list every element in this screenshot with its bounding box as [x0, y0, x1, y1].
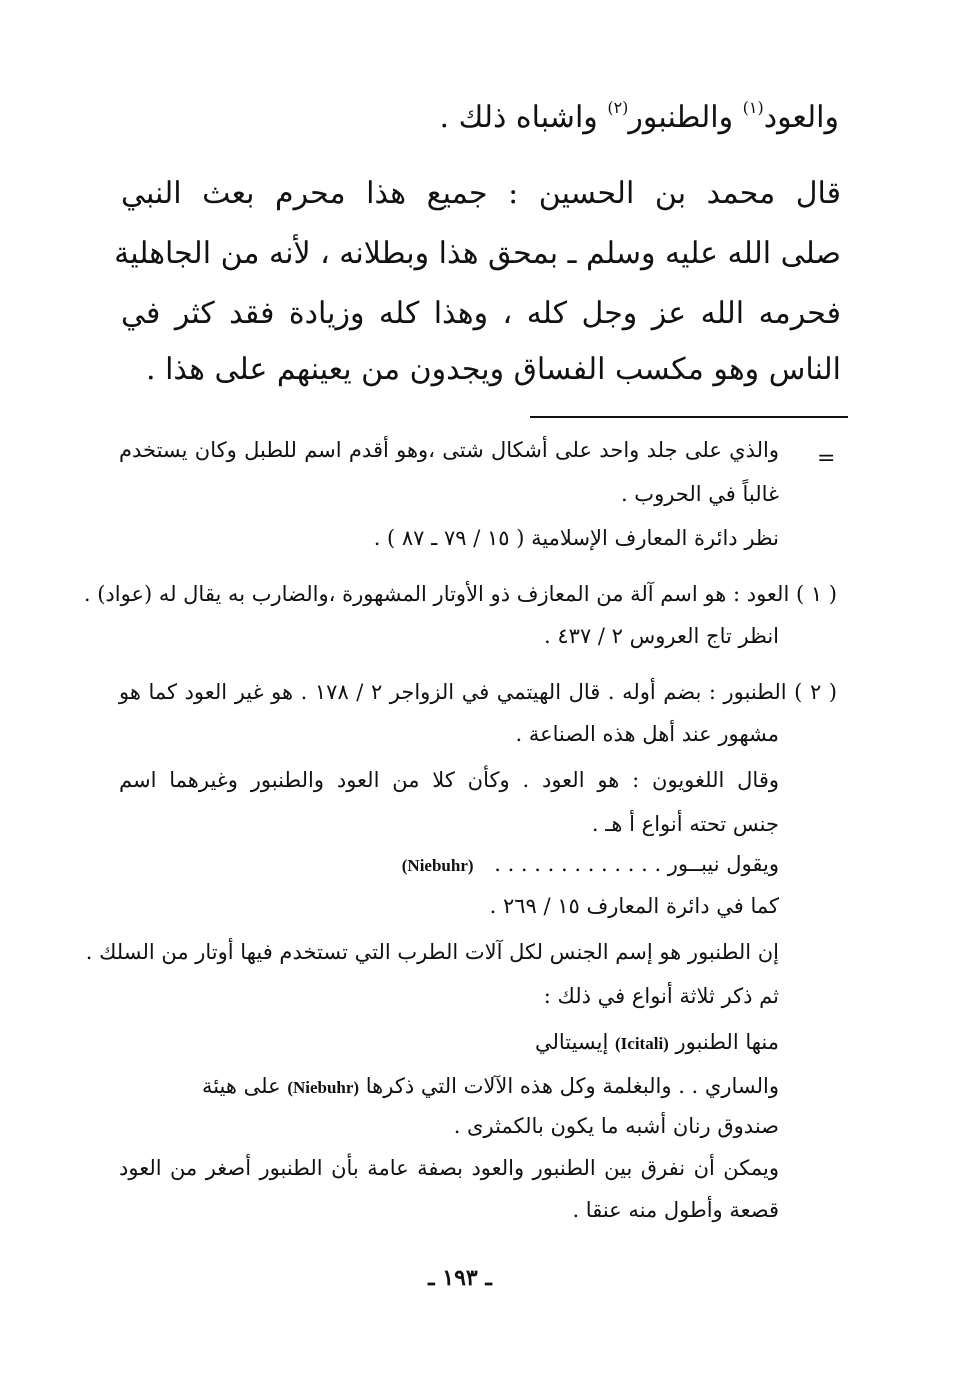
niebuhr-latin: (Niebuhr): [401, 856, 474, 875]
line10-arabic-2: على هيئة: [201, 1074, 281, 1098]
icitali-latin: (Icitali): [615, 1034, 669, 1053]
footnote-cont-line-1: والذي على جلد واحد على أشكال شتى ،وهو أقدم اسم للطبل وكان يستخدم: [119, 438, 779, 462]
main-line-4: فحرمه الله عز وجل كله ، وهذا كله وزيادة فقد كثر في: [121, 296, 841, 331]
main-line-1: [440, 100, 840, 135]
footnote-2-line-6: كما في دائرة المعارف ١٥ / ٢٦٩ .: [489, 894, 779, 918]
footnote-2-line-2: مشهور عند أهل هذه الصناعة .: [515, 722, 779, 746]
footnote-2-line-10: [202, 1074, 779, 1098]
footnote-ref-2: (٢): [607, 98, 629, 117]
footnote-2-line-3: وقال اللغويون : هو العود . وكأن كلا من العود والطنبور وغيرهما اسم: [119, 768, 779, 792]
page-number: ـ ١٩٣ ـ: [428, 1265, 492, 1291]
footnote-2-line-5: [402, 852, 779, 876]
line10-arabic-1: والساري . . والبغلمة وكل هذه الآلات التي ذكرها: [365, 1074, 779, 1098]
footnote-2-line-4: جنس تحته أنواع أ هـ .: [591, 812, 779, 836]
main-line-3: صلى الله عليه وسلم ـ بمحق هذا وبطلانه ، لأنه من الجاهلية: [114, 236, 841, 271]
icitali-arabic-2: إيسيتالي: [534, 1030, 609, 1054]
footnote-2-line-8: ثم ذكر ثلاثة أنواع في ذلك :: [543, 984, 779, 1008]
main-line-5: الناس وهو مكسب الفساق ويجدون من يعينهم على هذا .: [146, 352, 841, 387]
footnote-2-line-12: ويمكن أن نفرق بين الطنبور والعود بصفة عامة بأن الطنبور أصغر من العود: [119, 1156, 779, 1180]
footnote-2-line-7: إن الطنبور هو إسم الجنس لكل آلات الطرب التي تستخدم فيها أوتار من السلك .: [85, 940, 779, 964]
footnote-2-line-11: صندوق رنان أشبه ما يكون بالكمثرى .: [453, 1114, 779, 1138]
footnote-2-line-1: ( ٢ ) الطنبور : بضم أوله . قال الهيتمي في الزواجر ٢ / ١٧٨ . هو غير العود كما هو: [119, 680, 837, 704]
niebuhr-arabic: ويقول نيبــور . . . . . . . . . . . . .: [494, 852, 779, 876]
line-1-rest: واشباه ذلك .: [439, 100, 608, 135]
footnote-separator: [530, 416, 848, 418]
main-line-2: قال محمد بن الحسين : جميع هذا محرم بعث النبي: [121, 176, 841, 211]
continuation-marker: =: [817, 446, 836, 471]
footnote-ref-1: (١): [742, 98, 764, 117]
footnote-2-line-13: قصعة وأطول منه عنقا .: [572, 1198, 779, 1222]
icitali-arabic-1: منها الطنبور: [675, 1030, 779, 1054]
footnote-cont-line-2: غالباً في الحروب .: [620, 482, 779, 506]
word-oud: والعود: [763, 100, 839, 135]
footnote-1-line-2: انظر تاج العروس ٢ / ٤٣٧ .: [544, 624, 779, 648]
line10-latin: (Niebuhr): [287, 1078, 360, 1097]
word-tanbur: والطنبور: [628, 100, 743, 135]
footnote-1-line-1: ( ١ ) العود : هو اسم آلة من المعازف ذو الأوتار المشهورة ،والضارب به يقال له (عواد) .: [83, 582, 837, 606]
footnote-cont-line-3: نظر دائرة المعارف الإسلامية ( ١٥ / ٧٩ ـ ٨٧ ) .: [373, 526, 779, 550]
footnote-2-line-9: [535, 1030, 779, 1054]
